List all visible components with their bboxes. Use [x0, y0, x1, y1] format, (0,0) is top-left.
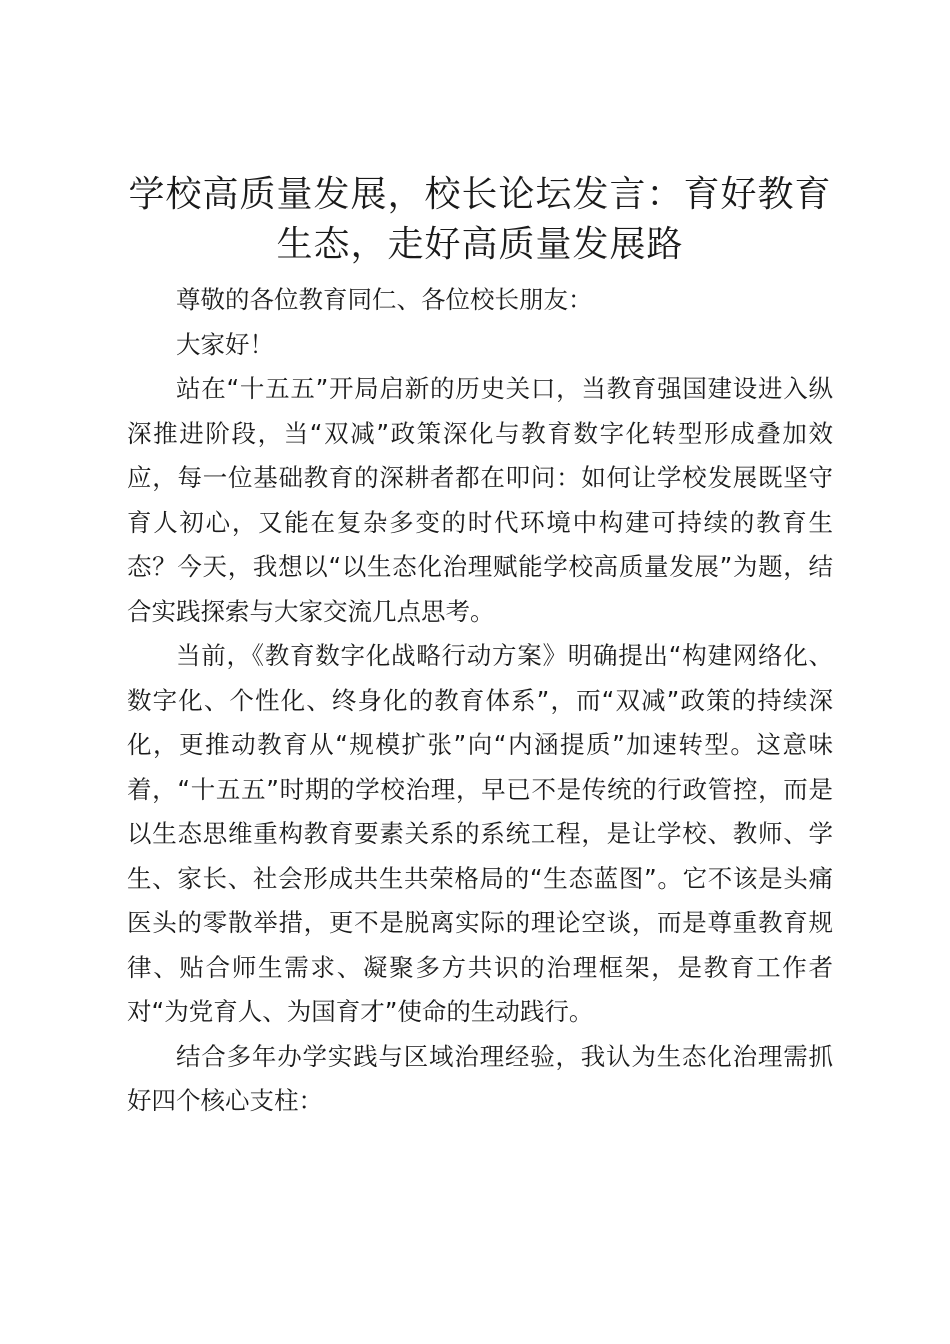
body-paragraph-2: 当前，《教育数字化战略行动方案》明确提出“构建网络化、数字化、个性化、终身化的教育体系”，而“双减”政策的持续深化，更推动教育从“规模扩张”向“内涵提质”加速转型。这意味着，“十五五”时期的学校治理，早已不是传统的行政管控，而是以生态思维重构教育要素关系的系统工程，是让学校、教师、学生、家长、社会形成共生共荣格局的“生态蓝图”。它不该是头痛医头的零散举措，更不是脱离实际的理论空谈，而是尊重教育规律、贴合师生需求、凝聚多方共识的治理框架，是教育工作者对“为党育人、为国育才”使命的生动践行。 — [127, 641, 833, 1026]
document-body — [127, 170, 833, 1124]
body-paragraph-3: 结合多年办学实践与区域治理经验，我认为生态化治理需抓好四个核心支柱： — [127, 1041, 833, 1115]
document-title: 学校高质量发展，校长论坛发言：育好教育生态，走好高质量发展路 — [128, 174, 832, 265]
salutation-paragraph: 尊敬的各位教育同仁、各位校长朋友： — [176, 285, 593, 314]
body-paragraph-1: 站在“十五五”开局启新的历史关口，当教育强国建设进入纵深推进阶段，当“双减”政策深化与教育数字化转型形成叠加效应，每一位基础教育的深耕者都在叩问：如何让学校发展既坚守育人初心，又能在复杂多变的时代环境中构建可持续的教育生态？今天，我想以“以生态化治理赋能学校高质量发展”为题，结合实践探索与大家交流几点思考。 — [127, 374, 833, 626]
greeting-paragraph: 大家好！ — [176, 329, 274, 359]
